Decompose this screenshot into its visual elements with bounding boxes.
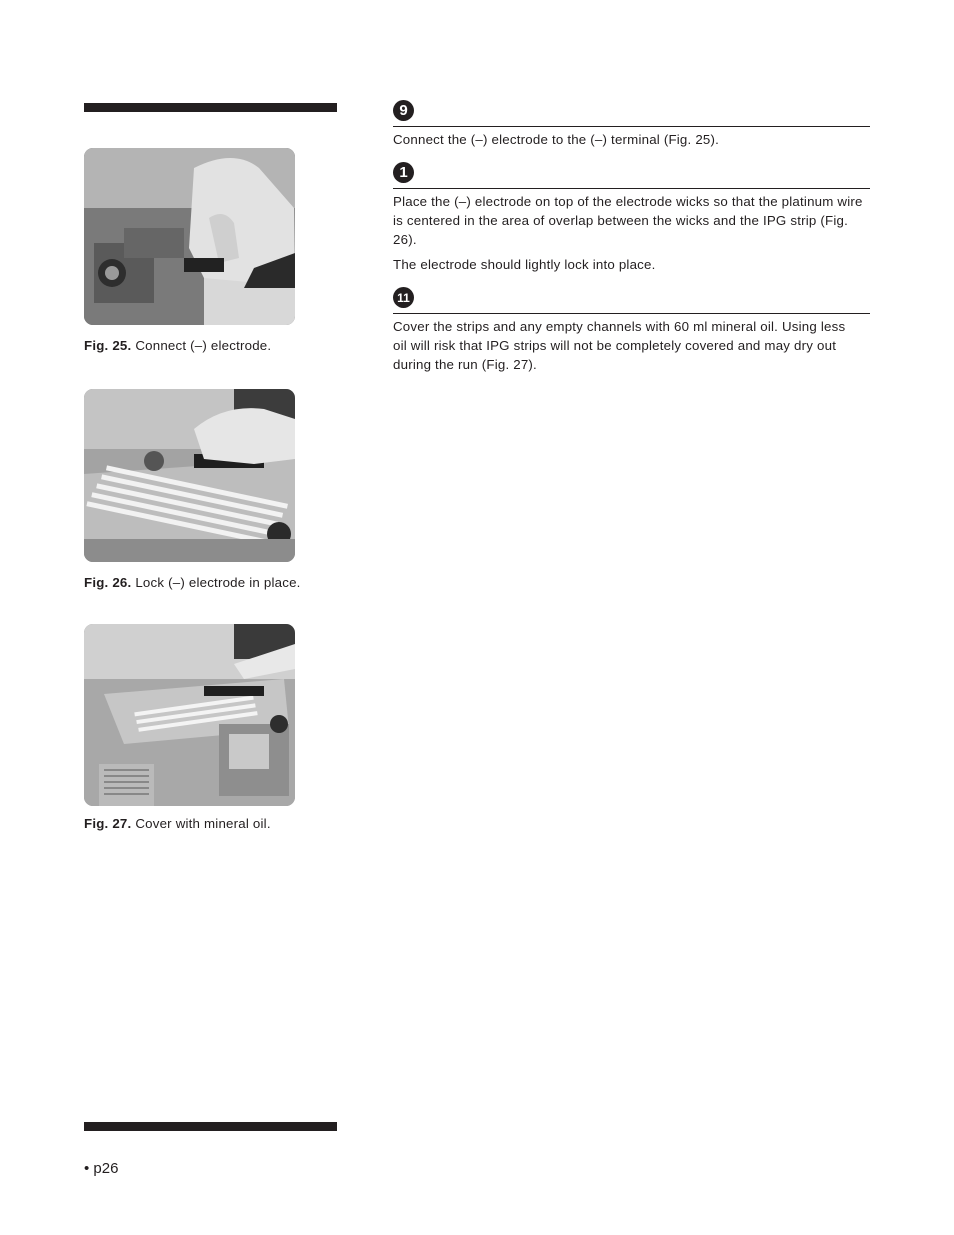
figure-label: Fig. 27.: [84, 816, 132, 831]
figure-27-photo: [84, 624, 295, 806]
page-number: • p26: [84, 1160, 119, 1177]
step-paragraph: Connect the (–) electrode to the (–) terminal (Fig. 25).: [393, 132, 720, 147]
figure-label: Fig. 26.: [84, 575, 132, 590]
figure-label: Fig. 25.: [84, 338, 132, 353]
step-number-badge: 9: [393, 100, 414, 121]
step-paragraph: Place the (–) electrode on top of the electrode wicks so that the platinum wire is centered in the area of overlap between the wicks and the IPG strip (Fig. 26).: [393, 194, 863, 247]
figure-25-caption: [84, 338, 271, 353]
step-number-badge: 1: [393, 162, 414, 183]
figure-caption-text: Lock (–) electrode in place.: [135, 575, 301, 590]
figure-26-caption: [84, 575, 301, 590]
figure-caption-text: Cover with mineral oil.: [135, 816, 271, 831]
top-rule: [84, 103, 337, 112]
step-paragraph: Cover the strips and any empty channels with 60 ml mineral oil. Using less oil will risk that IPG strips will not be completely covered and may dry out during the run (Fig. 27).: [393, 319, 846, 372]
step-divider: [393, 126, 870, 127]
figure-25-photo: [84, 148, 295, 325]
step-paragraph: The electrode should lightly lock into place.: [393, 257, 656, 272]
bottom-rule: [84, 1122, 337, 1131]
step-divider: [393, 313, 870, 314]
step-number-badge: 11: [393, 287, 414, 308]
figure-caption-text: Connect (–) electrode.: [135, 338, 272, 353]
step-divider: [393, 188, 870, 189]
figure-26-photo: [84, 389, 295, 562]
figure-27-caption: [84, 816, 271, 831]
